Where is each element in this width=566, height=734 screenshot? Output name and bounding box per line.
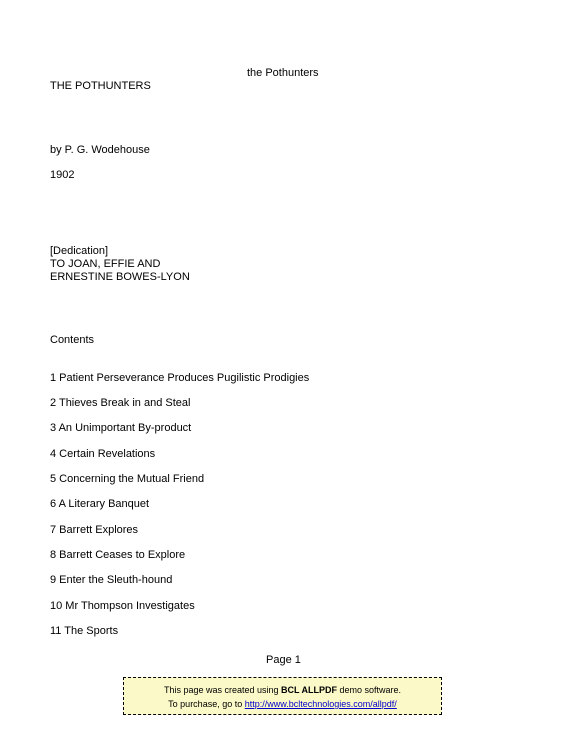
demo-notice-prefix: This page was created using (163, 685, 282, 695)
demo-watermark-box (123, 677, 442, 715)
publication-year: 1902 (50, 169, 75, 181)
running-header: the Pothunters (247, 67, 319, 79)
page-number: Page 1 (266, 654, 301, 666)
toc-item: 10 Mr Thompson Investigates (50, 600, 195, 612)
dedication-line: TO JOAN, EFFIE AND (50, 258, 161, 270)
toc-item: 5 Concerning the Mutual Friend (50, 473, 205, 485)
book-title: THE POTHUNTERS (50, 80, 151, 92)
toc-item: 2 Thieves Break in and Steal (50, 397, 191, 409)
toc-item: 6 A Literary Banquet (50, 498, 150, 510)
contents-heading: Contents (50, 334, 95, 346)
demo-notice (124, 684, 441, 696)
dedication-line: ERNESTINE BOWES-LYON (50, 271, 190, 283)
author-line: by P. G. Wodehouse (50, 144, 150, 156)
toc-item: 4 Certain Revelations (50, 448, 156, 460)
purchase-prefix: To purchase, go to (168, 699, 245, 709)
toc-item: 11 The Sports (50, 625, 119, 637)
toc-item: 1 Patient Perseverance Produces Pugilistic Prodigies (50, 372, 310, 384)
toc-item: 3 An Unimportant By-product (50, 422, 192, 434)
purchase-link[interactable]: http://www.bcltechnologies.com/allpdf/ (244, 699, 397, 709)
toc-item: 9 Enter the Sleuth-hound (50, 574, 173, 586)
dedication-label: [Dedication] (50, 245, 109, 257)
purchase-notice (124, 698, 441, 710)
demo-notice-suffix: demo software. (337, 685, 402, 695)
demo-product-name: BCL ALLPDF (281, 685, 338, 695)
toc-item: 7 Barrett Explores (50, 524, 139, 536)
toc-item: 8 Barrett Ceases to Explore (50, 549, 186, 561)
